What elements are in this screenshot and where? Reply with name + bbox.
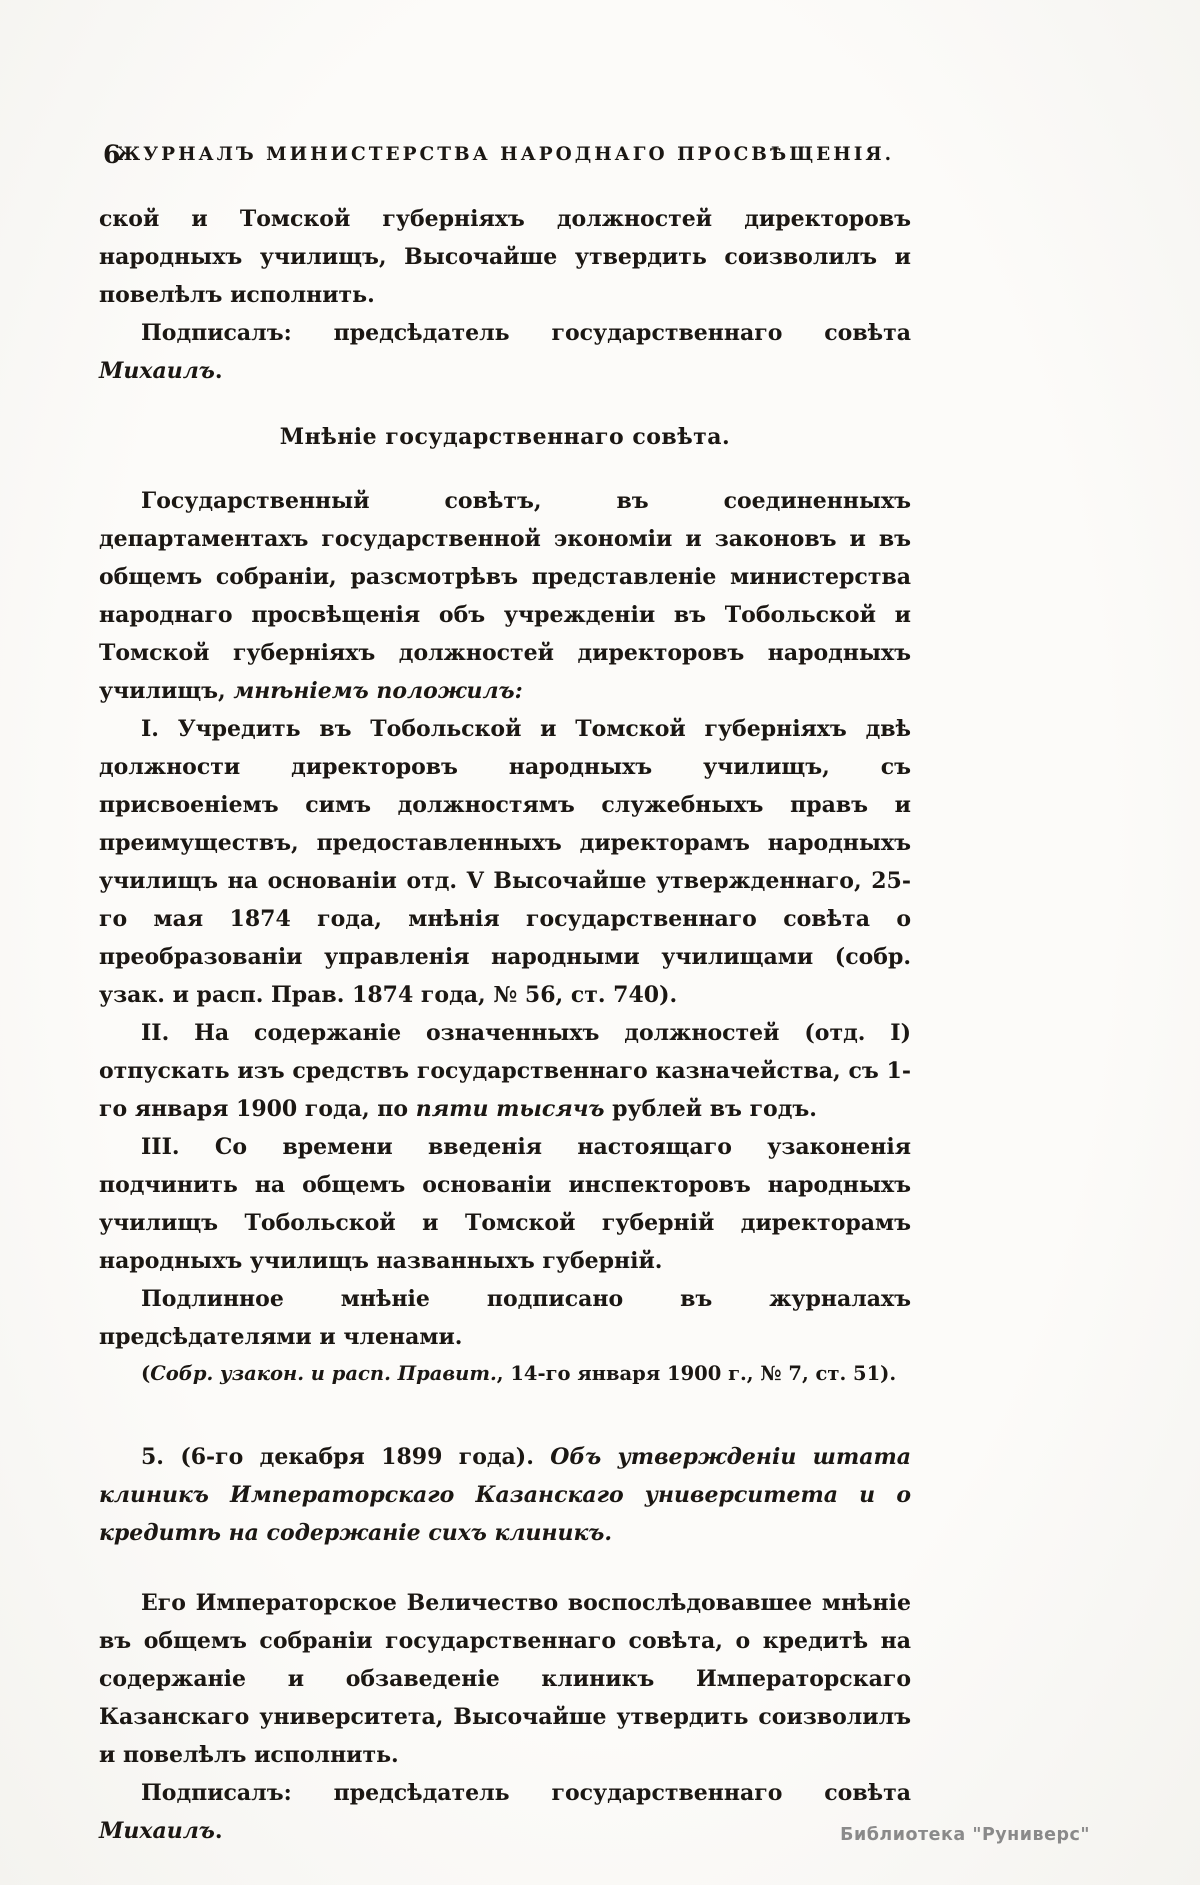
section-5-title-text: Объ утвержденіи штата клиникъ Императорскаго Казанскаго университета и о кредитѣ на содержаніе сихъ клиникъ. <box>99 1444 912 1546</box>
paragraph-text: Подлинное мнѣніе подписано въ журналахъ предсѣдателями и членами. <box>99 1286 911 1350</box>
section-5-body <box>99 1584 911 1774</box>
emphasized-text: мнѣніемъ положилъ: <box>233 678 523 704</box>
paragraph-text: Его Императорское Величество воспослѣдовавшее мнѣніе въ общемъ собраніи государственнаго совѣта, о кредитѣ на содержаніе и обзаведеніе клиникъ Императорскаго Казанскаго университета, Высочайше утвердить соизволилъ и повелѣлъ исполнить. <box>99 1590 911 1768</box>
paragraph-text: Государственный совѣтъ, въ соединенныхъ департаментахъ государственной экономіи и законовъ и въ общемъ собраніи, разсмотрѣвъ представленіе министерства народнаго просвѣщенія объ учрежденіи въ Тобольской и Томской губерніяхъ должностей директоровъ народныхъ училищъ, <box>99 488 911 704</box>
section-heading: Мнѣніе государственнаго совѣта. <box>279 424 731 450</box>
item-i-paragraph <box>99 710 911 1014</box>
paragraph-text: I. Учредить въ Тобольской и Томской губерніяхъ двѣ должности директоровъ народныхъ училищъ, съ присвоеніемъ симъ должностямъ служебныхъ правъ и преимуществъ, предоставленныхъ директорамъ народныхъ училищъ на основаніи отд. V Высочайше утвержденнаго, 25-го мая 1874 года, мнѣнія государственнаго совѣта о преобразованіи управленія народными училищами (собр. узак. и расп. Прав. 1874 года, № 56, ст. 740). <box>99 716 911 1008</box>
paragraph-continuation <box>99 200 911 314</box>
paragraph-text: ской и Томской губерніяхъ должностей директоровъ народныхъ училищъ, Высочайше утвердить соизволилъ и повелѣлъ исполнить. <box>99 206 911 308</box>
emphasized-text: пяти тысячъ <box>415 1096 605 1122</box>
paragraph-text: II. На содержаніе означенныхъ должностей (отд. I) отпускать изъ средствъ государственнаго казначейства, съ 1-го января 1900 года, по <box>99 1020 911 1122</box>
paragraph-text: рублей въ годъ. <box>604 1096 817 1122</box>
page-header <box>99 140 911 170</box>
page-number: 6 <box>103 140 121 169</box>
paragraph-text: 5. (6-го декабря 1899 года). <box>141 1444 551 1470</box>
paragraph-text: Подписалъ: предсѣдатель государственнаго совѣта <box>141 1780 911 1806</box>
item-ii-paragraph <box>99 1014 911 1128</box>
signature-name: Михаилъ <box>99 358 215 384</box>
signature-line <box>99 314 911 390</box>
library-watermark: Библиотека "Руниверс" <box>840 1825 1090 1845</box>
original-note-paragraph <box>99 1280 911 1356</box>
signature-line-2 <box>99 1774 911 1850</box>
signature-name: Михаилъ <box>99 1818 215 1844</box>
paragraph-text: . <box>214 358 223 384</box>
running-title: ЖУРНАЛЪ МИНИСТЕРСТВА НАРОДНАГО ПРОСВѢЩЕНІЯ. <box>115 144 895 165</box>
citation-source: Собр. узакон. и расп. Правит. <box>150 1362 497 1385</box>
section-5-title <box>99 1438 911 1552</box>
paragraph-text: III. Со времени введенія настоящаго узаконенія подчинить на общемъ основаніи инспекторовъ народныхъ училищъ Тобольской и Томской губерній директорамъ народныхъ училищъ названныхъ губерній. <box>99 1134 911 1274</box>
opinion-paragraph <box>99 482 911 710</box>
text-column <box>99 140 911 1850</box>
paragraph-text: . <box>214 1818 223 1844</box>
item-iii-paragraph <box>99 1128 911 1280</box>
paragraph-text: , 14-го января 1900 г., № 7, ст. 51). <box>496 1362 897 1385</box>
paragraph-text: ( <box>141 1362 151 1385</box>
citation-line <box>99 1356 911 1392</box>
paragraph-text: Подписалъ: предсѣдатель государственнаго совѣта <box>141 320 911 346</box>
